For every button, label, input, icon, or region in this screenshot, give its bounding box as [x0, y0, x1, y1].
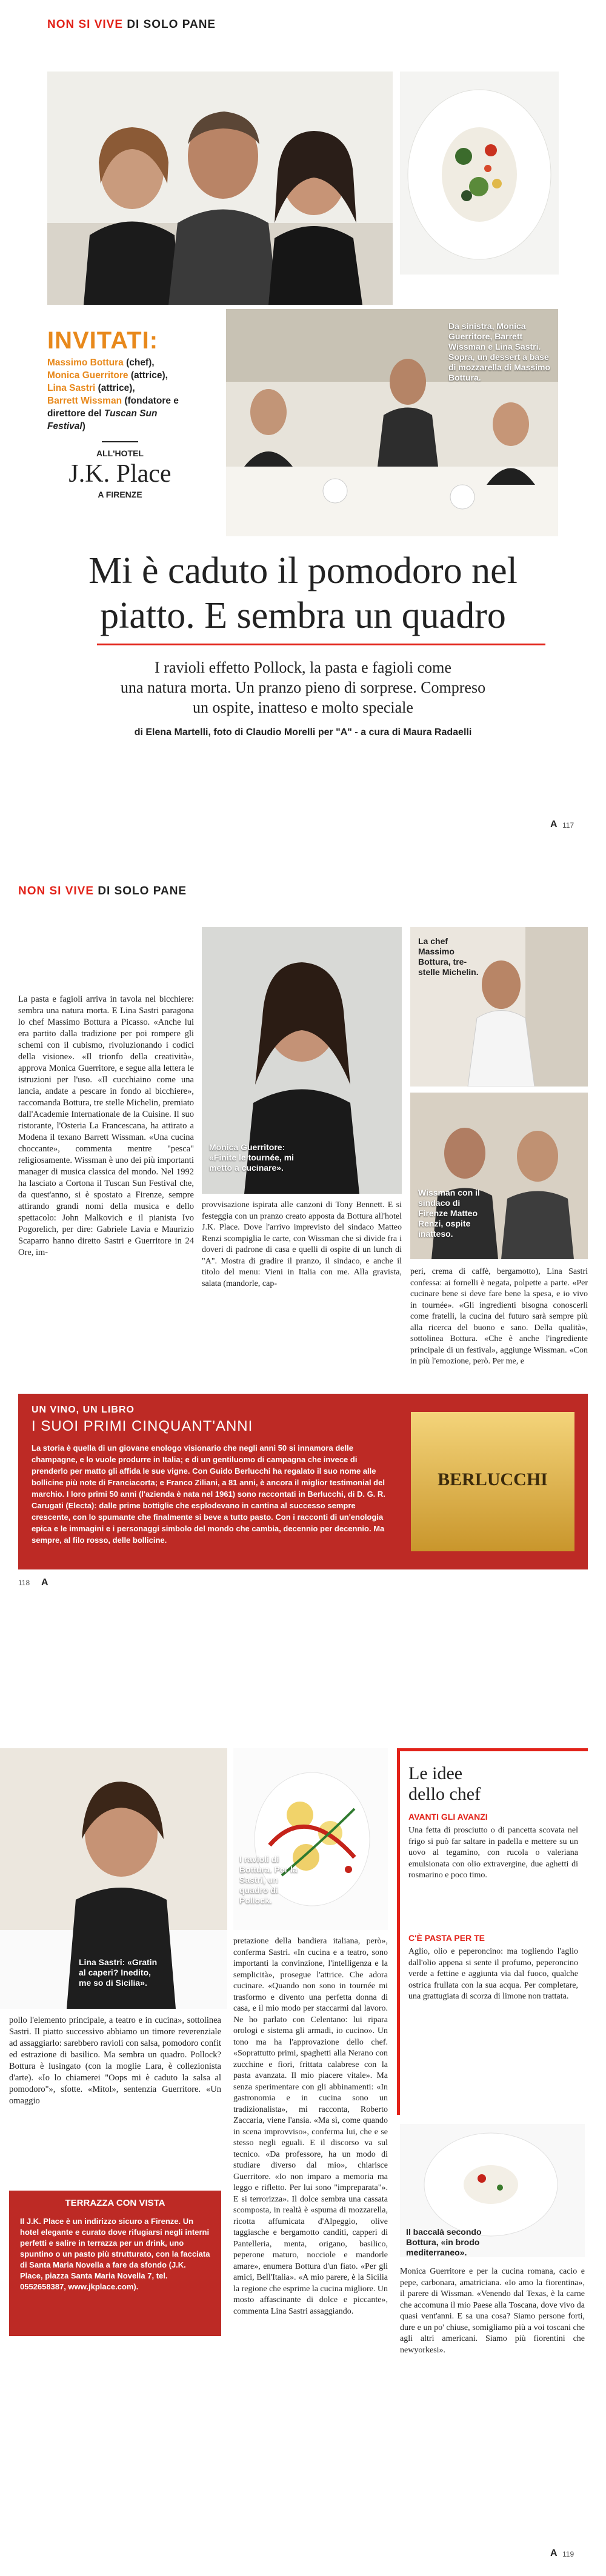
- deck-line-3: un ospite, inatteso e molto speciale: [193, 699, 413, 716]
- guest-festival-end: ): [82, 421, 85, 431]
- article-col-3: peri, crema di caffè, bergamotto), Lina Sastri confessa: ai fornelli è negata, polpette a parte. «Per cucinare bene si deve fare bene la spesa, e io vivo in tournée». «Gli ingredienti bisogna conoscerli come fratelli, la cucina del futuro sarà sempre più alla ricerca del buono e sano. Della qualità», sottolinea Bottura. «Che è anche l'ingrediente principale di un festival», aggiunge Wissman. «Con in più l'emozione, però. Per me, e: [410, 1267, 588, 1366]
- guest-name-1: Massimo Bottura: [47, 358, 124, 368]
- article-col-3: Monica Guerritore e per la cucina romana, cacio e pepe, carbonara, amatriciana. «Io amo la fiorentina», il parere di Wissman. «Venendo dal Texas, è la carne che accomuna il mio Paese alla Toscana, dove vivo da quasi vent'anni. E sa una cosa? Siamo persone forti, dure e un po' chiuse, somigliamo più a voi toscani che agli altri americani. Siamo più fiorentini che newyorkesi».: [400, 2267, 585, 2355]
- article-col-1: pollo l'elemento principale, a teatro e in cucina», sottolinea Sastri. Il piatto successivo abbiamo un timore reverenziale ad assaggiarlo: sarebbero ravioli con salsa, pomodoro confit ed estrazione di basilico. Ma sembra un quadro. Pollock? Bottura è lusingato (con la moglie Lara, è collezionista d'arte). «Io lo chiamerei "Oops mi è caduto la salsa al pomodoro"», sfotte. «Mitol», sentenzia Guerritore. «Un omaggio: [9, 2015, 221, 2106]
- headline-line-2: piatto. E sembra un quadro: [100, 595, 506, 636]
- chef-idea-2-text: Aglio, olio e peperoncino: ma togliendo l'aglio dall'olio appena si sente il profumo, peperoncino verde a fettine e aggiunta via dal fuoco, qualche ostrica frullata con la sua acqua. Per completare, una grattugiata di scorza di limone non trattata.: [408, 1947, 578, 2001]
- section-label-red: NON SI VIVE: [18, 885, 95, 897]
- magazine-page-118: [0, 848, 606, 1700]
- wine-box-kicker: UN VINO, UN LIBRO: [32, 1405, 135, 1415]
- guest-name-3: Lina Sastri: [47, 383, 96, 393]
- terrace-title: TERRAZZA CON VISTA: [65, 2198, 165, 2208]
- photo-dessert-illustration: [400, 72, 559, 275]
- caption-chef: La chef Massimo Bottura, tre-stelle Michelin.: [418, 936, 479, 977]
- magazine-logo: A: [41, 1577, 48, 1588]
- section-label-black: DI SOLO PANE: [127, 18, 216, 31]
- caption-right-top: Da sinistra, Monica Guerritore, Barrett Wissman e Lina Sastri. Sopra, un dessert a base di mozzarella di Massimo Bottura.: [448, 321, 551, 382]
- terrace-box: [9, 2191, 221, 2336]
- guest-role-4: (fondatore e direttore del: [47, 396, 179, 419]
- article-col-1: La pasta e fagioli arriva in tavola nel bicchiere: sembra una natura morta. E Lina Sastri paragona lo chef Massimo Bottura a Picasso. «Anche lui era partito dalla tradizione per poi rompere gli schemi con il cubismo, rivoluzionando i codici della visione». «Il trionfo della creatività», approva Monica Guerritore, e segue alla lettera le istruzioni per l'uso. «Il cucchiaino come una lancia, andate a pescare in fondo al bicchiere», raccomanda Bottura, tre stelle Michelin, premiato dall'Academie Internationale de la Cuisine. Il suo ristorante, l'Osteria La Francescana, ha attirato a Modena il texano Barrett Wissman. «Una cucina choccante», commenta mentre "pesca" religiosamente. Wissman è uno dei più importanti manager di musica classica del mondo. Nel 1992 ha lasciato a Cortona il Tuscan Sun Festival che, da quest'anno, si è spostato a Firenze, sempre attirando grandi nomi della musica e dello spettacolo: John Malkovich e il pianista Ivo Pogorelich, per dire: Gabriele Lavia e Maurizio Scaparro hanno diretto Sastri e Guerritore in 24 Ore, im-: [18, 994, 194, 1257]
- photo-three-guests: [47, 72, 393, 305]
- guests-title: INVITATI:: [47, 327, 159, 354]
- venue-name: J.K. Place: [68, 460, 171, 488]
- wine-book-box: [18, 1394, 588, 1569]
- caption-ravioli: I ravioli di Bottura. Per la Sastri, un quadro di Pollock.: [239, 1854, 298, 1905]
- article-col-2: pretazione della bandiera italiana, però», conferma Sastri. «In cucina e a teatro, sono importanti la convinzione, l'intelligenza e la semplicità», prosegue l'attrice. Che adora cucinare. «Quando non sono in tournée mi trasformo e divento una perfetta donna di casa, e il mio modo per staccarmi dal lavoro. Ne ho parlato con Celentano: lui ripara orologi e sistema gli armadi, io cucino». Un tono ma ha l'approvazione dello chef. «Soprattutto primi, spaghetti alla Nerano con zucchine e fiori, frittata calabrese con la pasta avanzata. Il mio piacere vitale». Ma senza sperimentare con gli abbinamenti: «In gastronomia e in cucina sono un tradizionalista», mi racconta, Roberto Zaccaria, viene l'ansia. «Ma sì, come quando in scena improvviso», conferma lui, che e se stesso negli eguali. E il discorso va sul tecnico. «Da professore, ha un modo di studiare diverso dal mio», chiarisce Guerritore. «Io non imparo a memoria ma leggo e rifletto. Per lui sono "impreparata"». E si terrorizza». Il dolce sembra una cassata scomposta, in realtà è «spuma di mozzarella, ricotta affumicata d'Alpeggio, olive taggiasche e bergamotto canditi, capperi di Pantelleria, menta, origano, basilico, peperone maturo, nocciole e mandorle amare», enumera Bottura d'un fiato. «Per gli amici, Bell'Italia». «A mio parere, è la Sicilia la regione che esprime la cucina migliore. Un mosto affascinante di dolce e piccante», commenta Lina Sastri assaggiando.: [233, 1937, 388, 2316]
- guest-name-2: Monica Guerritore: [47, 370, 128, 381]
- wine-box-text: La storia è quella di un giovane enologo visionario che negli anni 50 si innamora delle champagne, e lo vuole produrre in Italia; e di un gentiluomo di campagna che invece di prenderlo per matto gli affida le sue vigne. Con Guido Berlucchi ha regalato il suo nome alle bollicine più note di Franciacorta; e Franco Ziliani, a 81 anni, è ancora il miglior testimonial del marchio. I loro primi 50 anni (l'azienda è nata nel 1961) sono raccontati in Berlucchi, di D. G. R. Carugati (Electa): dalle prime bottiglie che esplodevano in cantina al successo sempre crescente, con lo spumante che finalmente si beve a tutto pasto. Con i racconti di un'enologia epica e le immagini e i personaggi simbolo del mondo che cambia, decennio per decennio. Ma sempre, al filo rosso, delle bollicine.: [32, 1443, 385, 1545]
- magazine-logo: A: [550, 2548, 558, 2558]
- wine-bottle-image: [411, 1412, 574, 1551]
- caption-monica: Monica Guerritore: «Finite le tournée, mi metto a cucinare».: [209, 1142, 295, 1173]
- venue-city: A FIRENZE: [98, 490, 142, 499]
- caption-wissman: Wissman con il sindaco di Firenze Matteo Renzi, ospite inatteso.: [418, 1188, 480, 1239]
- magazine-page-119: [0, 1700, 606, 2576]
- section-label: [18, 885, 187, 898]
- wine-bottle-label: BERLUCCHI: [438, 1469, 548, 1489]
- caption-lina: Lina Sastri: «Gratin al caperi? Inedito, me so di Sicilia».: [79, 1957, 158, 1988]
- section-label: [47, 18, 216, 32]
- guests-box: [47, 327, 193, 539]
- magazine-logo: A: [550, 819, 558, 830]
- caption-baccala: Il baccalà secondo Bottura, «in brodo mediterraneo».: [406, 2227, 482, 2257]
- guest-name-4: Barrett Wissman: [47, 396, 122, 406]
- guest-role-3: (attrice),: [98, 383, 135, 393]
- chef-ideas-title: [408, 1763, 481, 1805]
- byline: di Elena Martelli, foto di Claudio Morelli per "A" - a cura di Maura Radaelli: [134, 727, 472, 737]
- chef-ideas-title-1: Le idee: [408, 1763, 463, 1783]
- terrace-text: Il J.K. Place è un indirizzo sicuro a Firenze. Un hotel elegante e curato dove rifugiarsi negli interni perfetti e salire in terrazza per un drink, uno spuntino o un pasto più strutturato, con la facciata di Santa Maria Novella a fare da sfondo (J.K. Place, piazza Santa Maria Novella 7, tel. 0552658387, www.jkplace.com).: [20, 2217, 210, 2291]
- chef-ideas-title-2: dello chef: [408, 1784, 481, 1804]
- deck-line-2: una natura morta. Un pranzo pieno di sorprese. Compreso: [120, 679, 486, 696]
- section-label-red: NON SI VIVE: [47, 18, 124, 31]
- deck-line-1: I ravioli effetto Pollock, la pasta e fagioli come: [155, 659, 451, 676]
- article-col-2: provvisazione ispirata alle canzoni di Tony Bennett. E si festeggia con un pranzo creato apposta da Bottura all'hotel J.K. Place. Dove l'arrivo imprevisto del sindaco Matteo Renzi scompiglia le carte, con Wissman che si divide fra i doveri di padrone di casa e quelli di ospite di un lunch di "A". Mostra di gradire il pranzo, il sindaco, e anche il titolo del menu: Vieni in Italia con me. Alla gravista, salata (mandorle, cap-: [202, 1200, 402, 1288]
- wine-box-title: I SUOI PRIMI CINQUANT'ANNI: [32, 1418, 253, 1434]
- headline-line-1: Mi è caduto il pomodoro nel: [88, 550, 518, 591]
- chef-ideas-box: [397, 1748, 588, 2115]
- guest-festival: Tuscan Sun Festival: [47, 408, 158, 431]
- chef-idea-1-text: Una fetta di prosciutto o di pancetta scovata nel frigo si può far saltare in padella e mettere su un uovo al tegamino, con rucola o valeriana emulsionata con olio extravergine, due aghetti di rosmarino e poco timo.: [408, 1826, 578, 1880]
- photo-three-guests-illustration: [47, 72, 393, 305]
- page-number: 119: [562, 2550, 574, 2558]
- headline: [24, 548, 582, 638]
- photo-dessert-plate: [400, 72, 559, 275]
- venue-prefix: ALL'HOTEL: [96, 448, 144, 458]
- section-label-black: DI SOLO PANE: [98, 885, 187, 897]
- chef-idea-1-heading: AVANTI GLI AVANZI: [408, 1812, 488, 1822]
- magazine-page-117: [0, 0, 606, 848]
- guest-role-1: (chef),: [126, 358, 155, 368]
- page-number: 118: [18, 1579, 30, 1587]
- page-number: 117: [562, 821, 574, 830]
- headline-underline: [97, 644, 545, 645]
- guest-role-2: (attrice),: [130, 370, 168, 381]
- deck: [48, 657, 558, 717]
- guests-divider: [102, 441, 138, 442]
- chef-idea-2-heading: C'È PASTA PER TE: [408, 1933, 485, 1943]
